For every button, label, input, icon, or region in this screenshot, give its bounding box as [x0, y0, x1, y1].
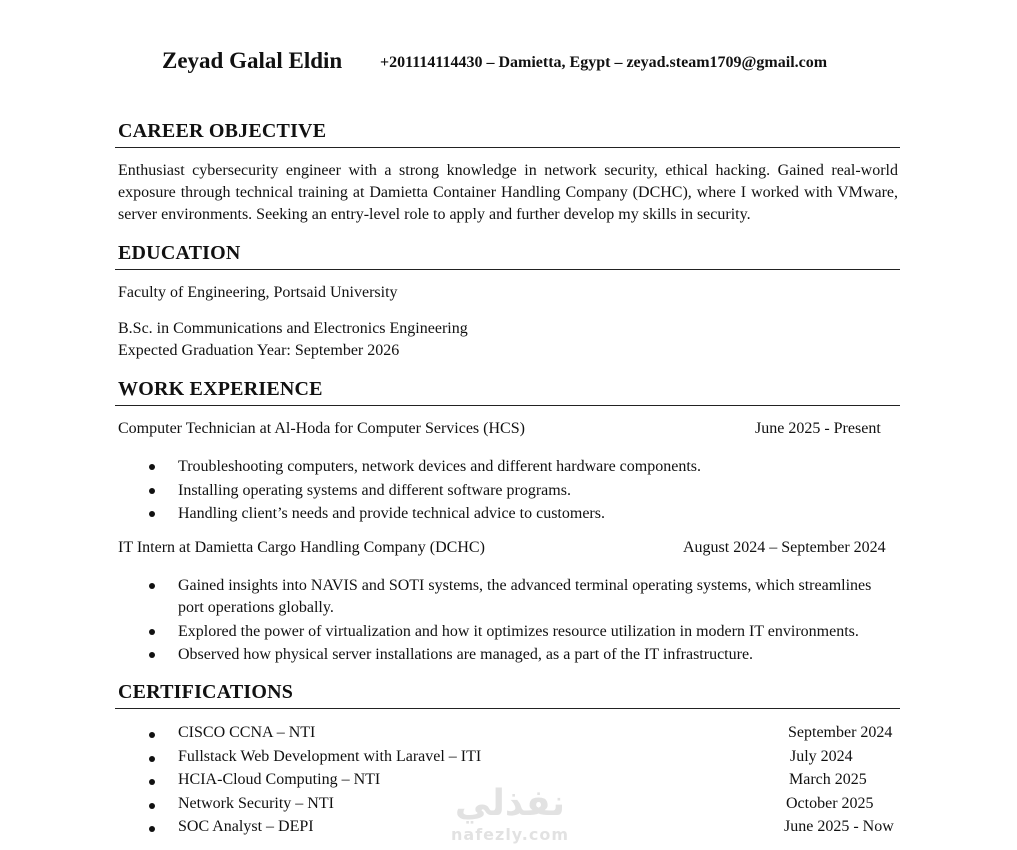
certification-name: CISCO CCNA – NTI [178, 724, 316, 741]
section-divider [115, 269, 900, 270]
certification-date: June 2025 - Now [784, 818, 894, 835]
bullet-icon [149, 826, 155, 832]
bullet-icon [149, 756, 155, 762]
career-objective-text: Enthusiast cybersecurity engineer with a strong knowledge in network security, ethical hacking. Gained real-world exposure through technical training at Damietta Container Handling Company (DCHC), where I worked with VMware, server environments. Seeking an entry-level role to apply and further develop my skills in security. [118, 162, 898, 223]
list-item-text: Installing operating systems and different software programs. [178, 481, 571, 499]
list-item [118, 503, 900, 525]
list-item [118, 480, 900, 502]
certification-row [118, 748, 903, 770]
education-institution: Faculty of Engineering, Portsaid University [118, 284, 398, 301]
section-title-education: EDUCATION [118, 242, 241, 264]
certification-date: July 2024 [790, 748, 853, 765]
certification-date: September 2024 [788, 724, 893, 741]
resume-header [0, 48, 1017, 82]
certification-date: March 2025 [789, 771, 867, 788]
list-item-text: Troubleshooting computers, network devices and different hardware components. [178, 458, 701, 475]
watermark-arabic-text: نفذلي [454, 783, 566, 824]
section-title-work-experience: WORK EXPERIENCE [118, 378, 323, 400]
watermark-latin-text: nafezly.com [451, 825, 569, 844]
section-divider [115, 147, 900, 148]
section-divider [115, 708, 900, 709]
job-title: IT Intern at Damietta Cargo Handling Company (DCHC) [118, 539, 485, 556]
list-item [118, 621, 900, 643]
candidate-name: Zeyad Galal Eldin [162, 48, 343, 73]
job-title: Computer Technician at Al-Hoda for Computer Services (HCS) [118, 420, 525, 437]
list-item-text: Explored the power of virtualization and how it optimizes resource utilization in modern IT environments. [178, 622, 859, 640]
certification-name: SOC Analyst – DEPI [178, 818, 314, 835]
job-dates: June 2025 - Present [755, 420, 881, 437]
certification-name: HCIA-Cloud Computing – NTI [178, 771, 381, 788]
bullet-icon [149, 583, 155, 589]
bullet-icon [149, 803, 155, 809]
list-item-text: Observed how physical server installations are managed, as a part of the IT infrastructure. [178, 646, 754, 663]
list-item [118, 456, 900, 478]
watermark-logo [445, 785, 575, 850]
bullet-icon [149, 652, 155, 658]
list-item [118, 575, 900, 619]
job-dates: August 2024 – September 2024 [683, 539, 886, 556]
bullet-icon [149, 629, 155, 635]
contact-info: +201114114430 – Damietta, Egypt – zeyad.steam1709@gmail.com [380, 54, 828, 71]
education-degree: B.Sc. in Communications and Electronics Engineering [118, 320, 468, 337]
bullet-icon [149, 511, 155, 517]
bullet-icon [149, 732, 155, 738]
education-graduation: Expected Graduation Year: September 2026 [118, 342, 400, 359]
job-duties-list [118, 575, 900, 668]
list-item [118, 644, 900, 666]
certification-name: Fullstack Web Development with Laravel – ITI [178, 748, 482, 765]
section-title-certifications: CERTIFICATIONS [118, 681, 294, 703]
certification-row [118, 724, 903, 746]
list-item-text: Gained insights into NAVIS and SOTI systems, the advanced terminal operating systems, which streamlines port operations globally. [178, 577, 872, 616]
certification-name: Network Security – NTI [178, 795, 334, 812]
section-title-career-objective: CAREER OBJECTIVE [118, 120, 327, 142]
bullet-icon [149, 488, 155, 494]
certification-date: October 2025 [786, 795, 874, 812]
bullet-icon [149, 464, 155, 470]
section-divider [115, 405, 900, 406]
list-item-text: Handling client’s needs and provide technical advice to customers. [178, 505, 605, 522]
bullet-icon [149, 779, 155, 785]
job-duties-list [118, 456, 900, 527]
